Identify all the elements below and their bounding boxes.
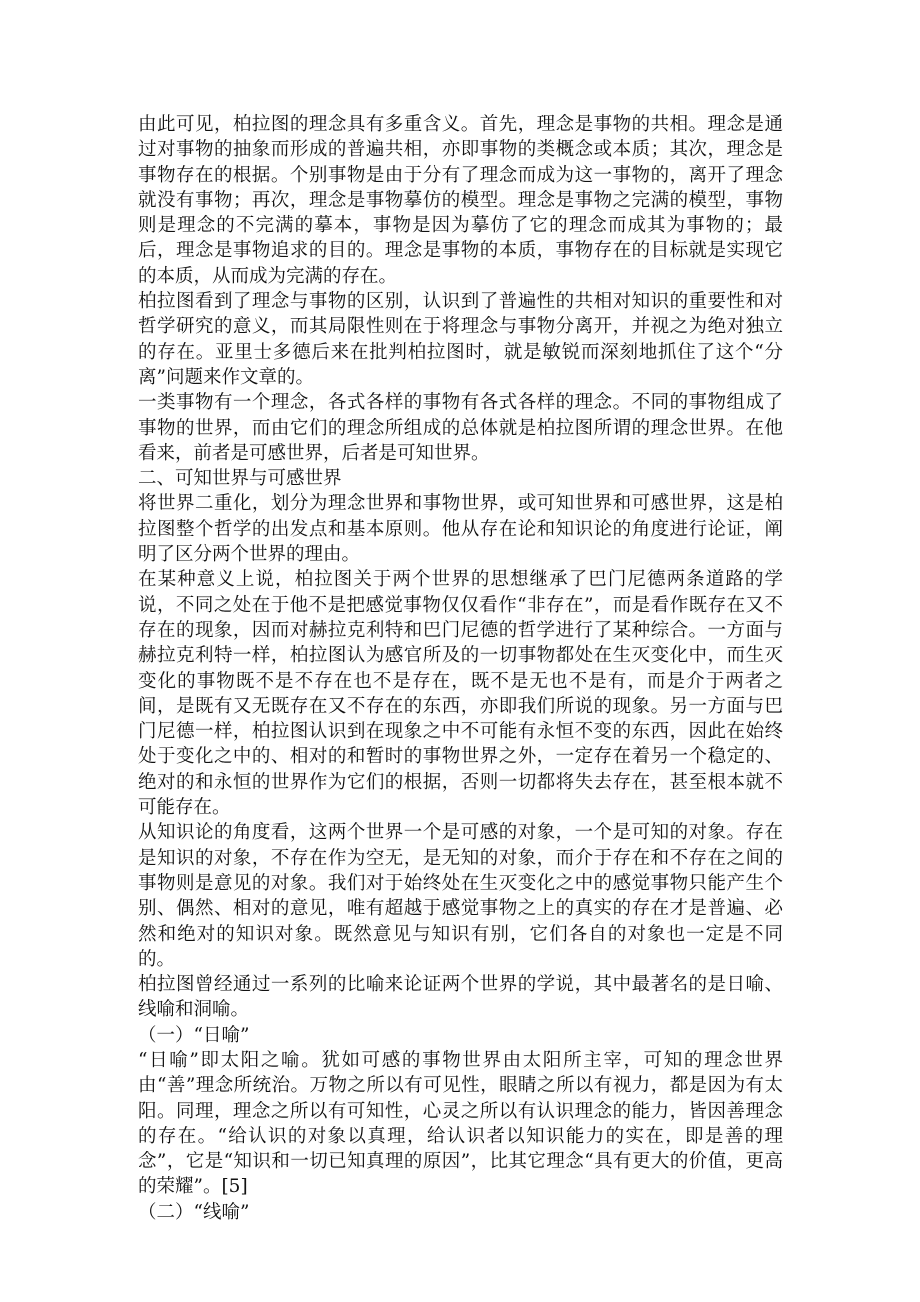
paragraph-epistemology: 从知识论的角度看，这两个世界一个是可感的对象，一个是可知的对象。存在是知识的对象，不存在作为空无，是无知的对象，而介于存在和不存在之间的事物则是意见的对象。我们对于始终处在生灭变化之中的感觉事物只能产生个别、偶然、相对的意见，唯有超越于感觉事物之上的真实的存在才是普遍、必然和绝对的知识对象。既然意见与知识有别，它们各自的对象也一定是不同的。 <box>138 822 783 970</box>
paragraph-sun-metaphor: “日喻”即太阳之喻。犹如可感的事物世界由太阳所主宰，可知的理念世界由“善”理念所统治。万物之所以有可见性，眼睛之所以有视力，都是因为有太阳。同理，理念之所以有可知性，心灵之所以有认识理念的能力，皆因善理念的存在。“给认识的对象以真理，给认识者以知识能力的实在，即是善的理念”，它是“知识和一切已知真理的原因”，比其它理念“具有更大的价值，更高的荣耀”。[5] <box>138 1049 783 1198</box>
subsection-heading-sun: （一）“日喻” <box>138 1024 250 1046</box>
paragraph-metaphors: 柏拉图曾经通过一系列的比喻来论证两个世界的学说，其中最著名的是日喻、线喻和洞喻。 <box>138 974 783 1021</box>
section-heading-two-worlds: 二、可知世界与可感世界 <box>138 468 342 490</box>
paragraph-separation-critique: 柏拉图看到了理念与事物的区别，认识到了普遍性的共相对知识的重要性和对哲学研究的意义，而其局限性则在于将理念与事物分离开，并视之为绝对独立的存在。亚里士多德后来在批判柏拉图时，就是敏锐而深刻地抓住了这个“分离”问题来作文章的。 <box>138 291 783 388</box>
paragraph-ideas-meanings: 由此可见，柏拉图的理念具有多重含义。首先，理念是事物的共相。理念是通过对事物的抽象而形成的普遍共相，亦即事物的类概念或本质；其次，理念是事物存在的根据。个别事物是由于分有了理念而成为这一事物的，离开了理念就没有事物；再次，理念是事物摹仿的模型。理念是事物之完满的模型，事物则是理念的不完满的摹本，事物是因为摹仿了它的理念而成其为事物的；最后，理念是事物追求的目的。理念是事物的本质，事物存在的目标就是实现它的本质，从而成为完满的存在。 <box>138 114 783 287</box>
paragraph-world-of-ideas: 一类事物有一个理念，各式各样的事物有各式各样的理念。不同的事物组成了事物的世界，而由它们的理念所组成的总体就是柏拉图所谓的理念世界。在他看来，前者是可感世界，后者是可知世界。 <box>138 392 783 464</box>
paragraph-dualization: 将世界二重化，划分为理念世界和事物世界，或可知世界和可感世界，这是柏拉图整个哲学的出发点和基本原则。他从存在论和知识论的角度进行论证，阐明了区分两个世界的理由。 <box>138 493 783 566</box>
paragraph-parmenides-heraclitus: 在某种意义上说，柏拉图关于两个世界的思想继承了巴门尼德两条道路的学说，不同之处在于他不是把感觉事物仅仅看作“非存在”，而是看作既存在又不存在的现象，因而对赫拉克利特和巴门尼德的哲学进行了某种综合。一方面与赫拉克利特一样，柏拉图认为感官所及的一切事物都处在生灭变化中，而生灭变化的事物既不是不存在也不是存在，既不是无也不是有，而是介于两者之间，是既有又无既存在又不存在的东西，亦即我们所说的现象。另一方面与巴门尼德一样，柏拉图认识到在现象之中不可能有永恒不变的东西，因此在始终处于变化之中的、相对的和暂时的事物世界之外，一定存在着另一个稳定的、绝对的和永恒的世界作为它们的根据，否则一切都将失去存在，甚至根本就不可能存在。 <box>138 569 783 819</box>
document-body <box>138 112 783 1225</box>
subsection-heading-line: （二）“线喻” <box>138 1201 250 1223</box>
